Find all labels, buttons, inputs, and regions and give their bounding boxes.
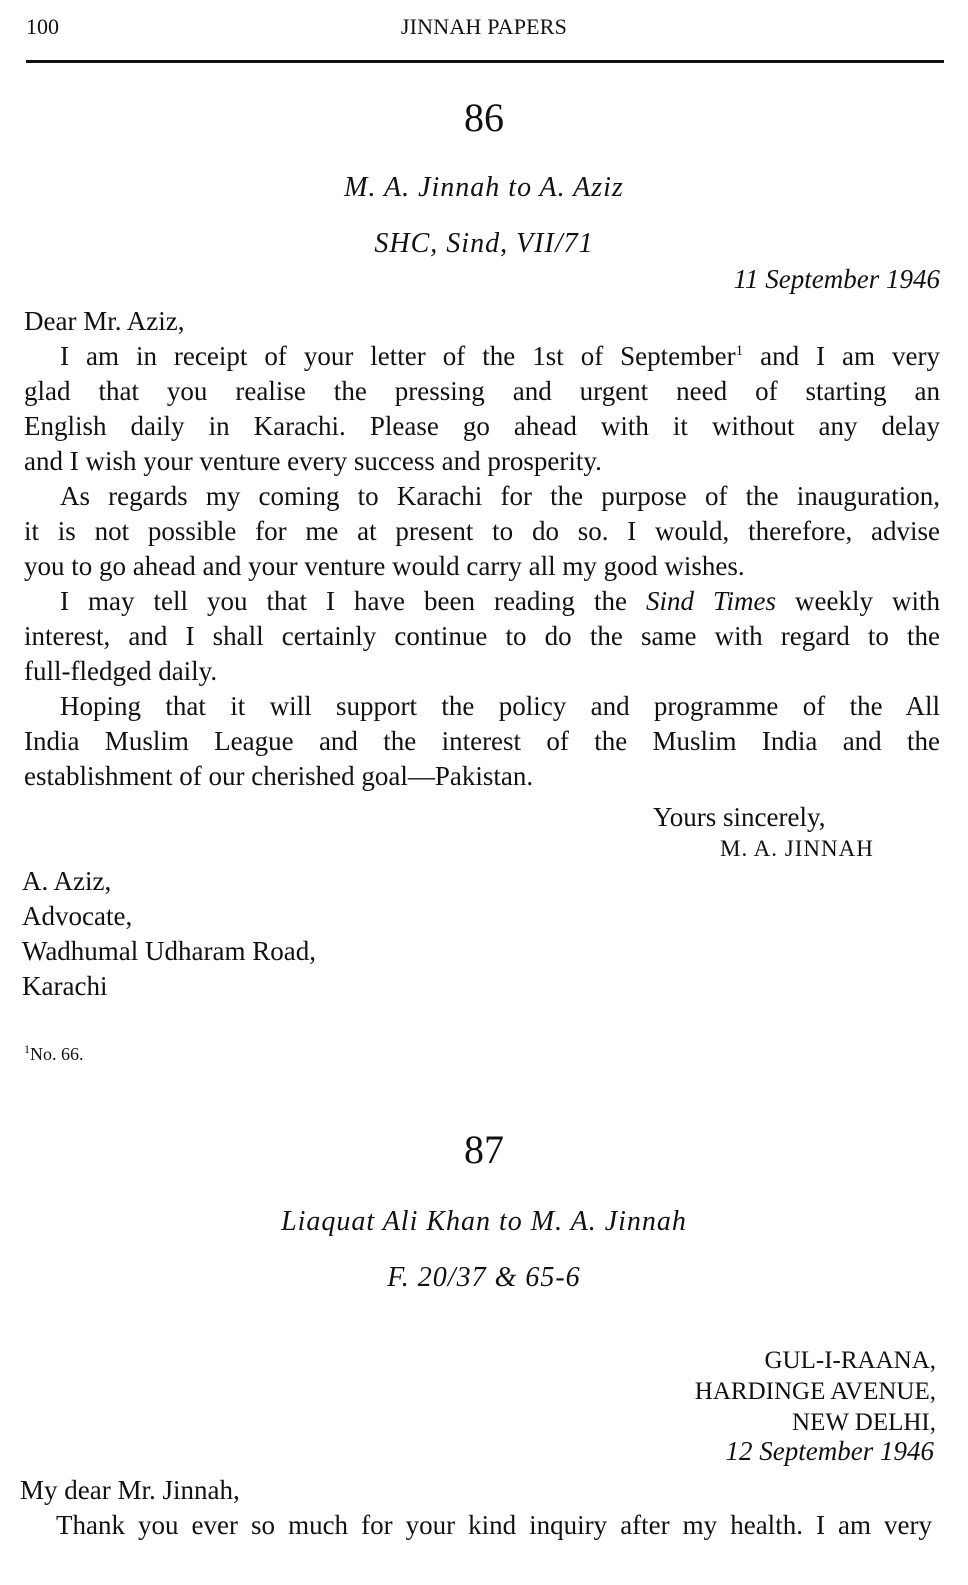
document-title-87: Liaquat Ali Khan to M. A. Jinnah xyxy=(281,1206,687,1237)
sender-address xyxy=(695,1345,936,1438)
paragraph-line: Hoping that it will support the policy and programme of the All xyxy=(60,691,940,721)
document-number-87: 87 xyxy=(464,1127,504,1172)
paragraph-line: full-fledged daily. xyxy=(24,656,218,686)
paragraph-line: Thank you ever so much for your kind inquiry after my health. I am very xyxy=(56,1510,932,1540)
footnote-text: No. 66. xyxy=(30,1044,84,1064)
recipient-address-line: Karachi xyxy=(22,971,108,1001)
paragraph-line: India Muslim League and the interest of the Muslim India and the xyxy=(24,726,940,756)
text-span: I may tell you that I have been reading the xyxy=(60,586,646,616)
publication-title: Sind Times xyxy=(645,586,776,616)
recipient-address-line: Wadhumal Udharam Road, xyxy=(22,936,316,966)
footnote xyxy=(24,1044,84,1065)
sender-address-line: HARDINGE AVENUE, xyxy=(694,1378,936,1405)
paragraph-line xyxy=(24,339,940,374)
sender-address-line: GUL-I-RAANA, xyxy=(764,1347,936,1374)
signature: M. A. JINNAH xyxy=(720,836,874,861)
header-rule xyxy=(26,60,944,63)
closing: Yours sincerely, xyxy=(653,802,826,832)
recipient-address-line: A. Aziz, xyxy=(22,866,112,896)
letter-body-86 xyxy=(24,339,940,794)
document-date-86: 11 September 1946 xyxy=(733,264,940,294)
running-title: JINNAH PAPERS xyxy=(400,14,568,39)
footnote-mark: 1 xyxy=(24,1042,30,1056)
page-number: 100 xyxy=(26,14,59,39)
document-reference-87: F. 20/37 & 65-6 xyxy=(387,1262,581,1293)
letter-body-87 xyxy=(20,1508,932,1543)
paragraph-line: English daily in Karachi. Please go ahead with it without any delay xyxy=(24,411,940,441)
paragraph-line: establishment of our cherished goal—Pakistan. xyxy=(24,761,534,791)
paragraph-line: glad that you realise the pressing and urgent need of starting an xyxy=(24,376,940,406)
document-number-86: 86 xyxy=(464,95,504,140)
paragraph-line: and I wish your venture every success and prosperity. xyxy=(24,446,602,476)
paragraph-line: interest, and I shall certainly continue to do the same with regard to the xyxy=(24,621,940,651)
salutation-87: My dear Mr. Jinnah, xyxy=(20,1475,240,1505)
paragraph-line: it is not possible for me at present to do so. I would, therefore, advise xyxy=(24,516,940,546)
document-reference-86: SHC, Sind, VII/71 xyxy=(374,228,594,259)
recipient-address-line: Advocate, xyxy=(22,901,133,931)
text-span: and I am very xyxy=(743,341,940,371)
sender-address-line: NEW DELHI, xyxy=(792,1409,936,1436)
text-span: weekly with xyxy=(775,586,940,616)
paragraph-line: As regards my coming to Karachi for the purpose of the inauguration, xyxy=(60,481,940,511)
text-span: I am in receipt of your letter of the 1st of September xyxy=(60,341,736,371)
paragraph-line xyxy=(24,584,940,619)
paragraph-line: you to go ahead and your venture would carry all my good wishes. xyxy=(24,551,745,581)
document-title-86: M. A. Jinnah to A. Aziz xyxy=(344,172,624,203)
footnote-reference: 1 xyxy=(735,343,744,359)
salutation-86: Dear Mr. Aziz, xyxy=(24,306,185,336)
document-date-87: 12 September 1946 xyxy=(725,1436,934,1466)
